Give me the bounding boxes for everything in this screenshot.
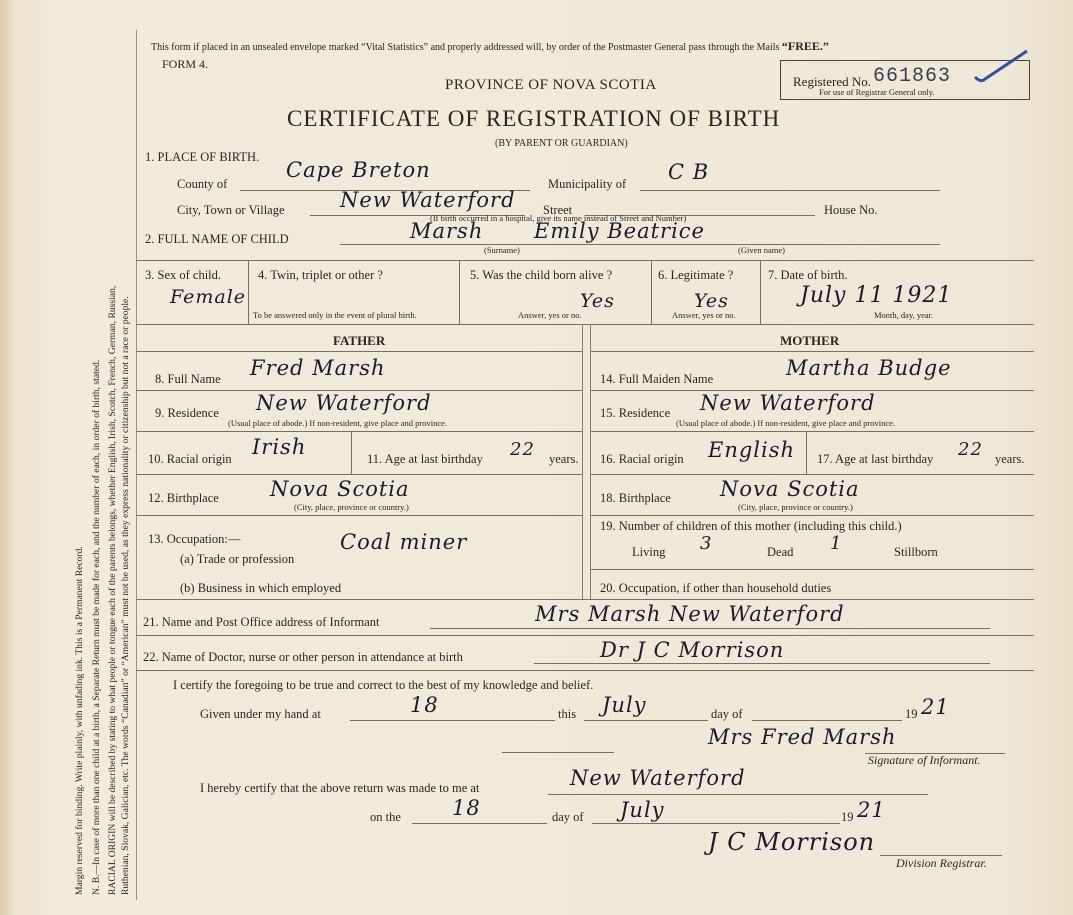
mother-age-label: 17. Age at last birthday [817, 452, 934, 466]
child-given-name: Emily Beatrice [534, 219, 705, 243]
row-22-rule [137, 670, 1034, 671]
father-row-12-rule [137, 515, 582, 516]
mother-birthplace-value: Nova Scotia [720, 477, 860, 501]
father-right-border [582, 324, 583, 599]
doctor-label: 22. Name of Doctor, nurse or other person in attendance at birth [143, 650, 463, 664]
certify-text: I certify the foregoing to be true and correct to the best of my knowledge and belief. [173, 678, 594, 692]
province-heading: PROVINCE OF NOVA SCOTIA [445, 77, 657, 93]
mother-row-16-rule [590, 474, 1034, 475]
given-year-prefix: 19 [905, 707, 918, 721]
mother-years-label: years. [995, 452, 1025, 466]
mother-racial-label: 16. Racial origin [600, 452, 684, 466]
father-birthplace-label: 12. Birthplace [148, 491, 219, 505]
given-day-line [752, 720, 902, 721]
mother-residence-label: 15. Residence [600, 406, 671, 420]
father-row-10-rule [137, 474, 582, 475]
on-day-line [412, 823, 547, 824]
father-birthplace-value: Nova Scotia [270, 477, 410, 501]
child-surname: Marsh [410, 219, 484, 243]
informant-label: 21. Name and Post Office address of Informant [143, 615, 380, 629]
father-residence-value: New Waterford [256, 391, 432, 415]
hospital-note: (If birth occurred in a hospital, give its name instead of Street and Number) [430, 213, 687, 223]
legitimate-note: Answer, yes or no. [672, 310, 736, 320]
father-trade-label: (a) Trade or profession [180, 552, 295, 566]
on-year-prefix: 19 [841, 810, 854, 824]
dob-value: July 11 1921 [800, 283, 953, 308]
street-label: Street [543, 203, 573, 217]
twin-note: To be answered only in the event of plural birth. [253, 310, 417, 320]
registrar-signature-label: Division Registrar. [896, 856, 987, 870]
given-month-line [584, 720, 708, 721]
city-value: New Waterford [340, 188, 516, 212]
dob-label: 7. Date of birth. [768, 268, 848, 282]
given-day-label: day of [711, 707, 743, 721]
father-racial-label: 10. Racial origin [148, 452, 232, 466]
registered-note: For use of Registrar General only. [819, 87, 935, 97]
alive-label: 5. Was the child born alive ? [470, 268, 613, 282]
hereby-place-value: New Waterford [570, 766, 746, 790]
city-label: City, Town or Village [177, 203, 285, 217]
mother-birthplace-note: (City, place, province or country.) [738, 502, 853, 512]
legitimate-value: Yes [694, 290, 729, 312]
stillborn-label: Stillborn [894, 545, 938, 559]
mother-name-value: Martha Budge [786, 356, 952, 380]
top-notice: This form if placed in an unsealed envelope marked “Vital Statistics” and properly addressed will, by order of the Postmaster General pass through the Mails “FREE.” [151, 39, 829, 53]
on-month-value: July [620, 798, 665, 822]
hereby-text: I hereby certify that the above return was made to me at [200, 781, 480, 795]
margin-note-4: Ruthenian, Slovak, Galician, etc. The words “Canadian” or “American” must not be used, as they express nationality or citizenship but not a race or people. [120, 296, 131, 895]
father-racial-value: Irish [252, 435, 307, 459]
check-mark-icon [971, 49, 1031, 89]
child-name-label: 2. FULL NAME OF CHILD [145, 232, 289, 246]
father-row-9-rule [137, 431, 582, 432]
margin-note-1: Margin reserved for binding. Write plainly, with unfading ink. This is a Permanent Record. [74, 546, 85, 895]
divider-1 [248, 260, 249, 324]
mother-age-divider [806, 431, 807, 474]
mother-row-15-rule [590, 431, 1034, 432]
mother-age-value: 22 [958, 439, 983, 460]
margin-note-3: RACIAL ORIGIN will be described by stating to what people or tongue each of the parents belongs, whether English, Irish, Scotch, French, German, Russian, [107, 285, 118, 895]
legitimate-label: 6. Legitimate ? [658, 268, 734, 282]
mother-residence-value: New Waterford [700, 391, 876, 415]
twin-label: 4. Twin, triplet or other ? [258, 268, 383, 282]
doctor-value: Dr J C Morrison [600, 638, 785, 662]
registered-number: 661863 [873, 65, 952, 88]
registered-label: Registered No. [793, 74, 871, 89]
row-3-7-top-rule [137, 260, 1034, 261]
margin-note-2: N. B.—In case of more than one child at a birth, a Separate Return must be made for each, and the number of each, in order of birth, stated. [91, 359, 102, 895]
registered-box [780, 60, 1030, 100]
father-heading-rule [137, 351, 582, 352]
hereby-place-line [548, 794, 928, 795]
county-value: Cape Breton [286, 158, 431, 182]
surname-note: (Surname) [484, 245, 520, 255]
father-heading: FATHER [333, 333, 386, 348]
divider-2 [459, 260, 460, 324]
municipality-value: C B [668, 160, 710, 184]
alive-value: Yes [580, 290, 615, 312]
given-this-label: this [558, 707, 577, 721]
informant-signature: Mrs Fred Marsh [708, 725, 897, 749]
county-label: County of [177, 177, 228, 191]
dob-note: Month, day, year. [874, 310, 934, 320]
informant-line [430, 628, 990, 629]
informant-signature-label: Signature of Informant. [868, 753, 981, 767]
sex-value: Female [170, 286, 247, 308]
mother-left-border [590, 324, 591, 599]
row-3-7-bottom-rule [137, 324, 1034, 325]
father-age-divider [351, 431, 352, 474]
father-name-value: Fred Marsh [250, 356, 386, 380]
given-year-suffix: 21 [921, 695, 950, 719]
sex-label: 3. Sex of child. [145, 268, 222, 282]
child-name-line [340, 244, 940, 245]
father-residence-note: (Usual place of abode.) If non-resident, give place and province. [228, 418, 448, 428]
alive-note: Answer, yes or no. [518, 310, 582, 320]
mother-children-label: 19. Number of children of this mother (including this child.) [600, 519, 902, 533]
given-month-value: July [602, 693, 647, 717]
margin-rule [136, 30, 137, 900]
mother-row-19-rule [590, 569, 1034, 570]
father-residence-label: 9. Residence [155, 406, 219, 420]
on-day-value: 18 [452, 796, 481, 820]
given-place-value: 18 [410, 693, 439, 717]
living-label: Living [632, 545, 666, 559]
mother-occupation-label: 20. Occupation, if other than household duties [600, 581, 832, 595]
informant-value: Mrs Marsh New Waterford [535, 602, 845, 626]
registrar-signature: J C Morrison [708, 828, 876, 856]
father-birthplace-note: (City, place, province or country.) [294, 502, 409, 512]
house-label: House No. [824, 203, 878, 217]
municipality-label: Municipality of [548, 177, 627, 191]
mother-heading: MOTHER [780, 333, 840, 348]
form-number: FORM 4. [162, 57, 209, 71]
father-age-value: 22 [510, 439, 535, 460]
given-label: Given under my hand at [200, 707, 321, 721]
dead-label: Dead [767, 545, 794, 559]
father-occupation-label: 13. Occupation:— [148, 532, 241, 546]
parents-bottom-rule [137, 599, 1034, 600]
place-of-birth-label: 1. PLACE OF BIRTH. [145, 150, 260, 164]
divider-4 [760, 260, 761, 324]
father-age-label: 11. Age at last birthday [367, 452, 483, 466]
given-place-line [350, 720, 555, 721]
doctor-line [534, 663, 990, 664]
mother-name-label: 14. Full Maiden Name [600, 372, 714, 386]
municipality-line [640, 190, 940, 191]
on-year-suffix: 21 [857, 798, 886, 822]
mother-row-18-rule [590, 515, 1034, 516]
separator-rule [502, 752, 614, 753]
father-name-label: 8. Full Name [155, 372, 221, 386]
living-value: 3 [700, 533, 713, 554]
on-day-of-label: day of [552, 810, 584, 824]
row-21-rule [137, 635, 1034, 636]
father-trade-value: Coal miner [340, 530, 468, 554]
dead-value: 1 [830, 533, 843, 554]
father-years-label: years. [549, 452, 579, 466]
given-note: (Given name) [738, 245, 785, 255]
mother-racial-value: English [708, 438, 796, 462]
certificate-title: CERTIFICATE OF REGISTRATION OF BIRTH [287, 106, 781, 131]
mother-residence-note: (Usual place of abode.) If non-resident, give place and province. [676, 418, 896, 428]
certificate-subtitle: (BY PARENT OR GUARDIAN) [495, 138, 628, 149]
mother-heading-rule [590, 351, 1034, 352]
on-label: on the [370, 810, 401, 824]
divider-3 [651, 260, 652, 324]
mother-birthplace-label: 18. Birthplace [600, 491, 671, 505]
father-business-label: (b) Business in which employed [180, 581, 342, 595]
on-month-line [592, 823, 840, 824]
